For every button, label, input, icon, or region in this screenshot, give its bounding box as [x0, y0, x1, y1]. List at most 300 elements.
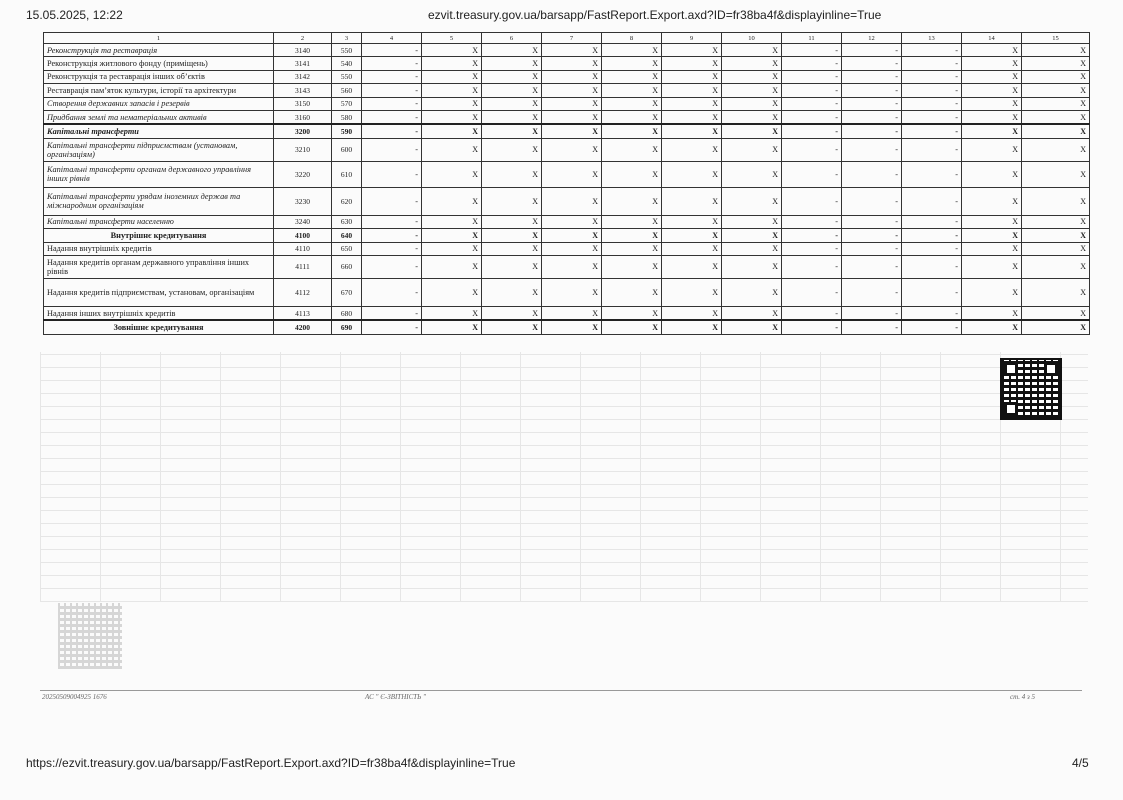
cell-x-mark: X — [962, 320, 1022, 334]
cell-value: - — [842, 255, 902, 278]
cell-x-mark: X — [602, 278, 662, 306]
cell-x-mark: X — [542, 124, 602, 138]
cell-value: - — [362, 278, 422, 306]
cell-x-mark: X — [602, 110, 662, 124]
cell-x-mark: X — [722, 44, 782, 57]
cell-x-mark: X — [602, 320, 662, 334]
cell-x-mark: X — [542, 44, 602, 57]
col-header: 11 — [782, 33, 842, 44]
cell-x-mark: X — [602, 138, 662, 161]
row-line-number: 650 — [332, 242, 362, 255]
cell-x-mark: X — [1022, 215, 1090, 228]
cell-value: - — [842, 187, 902, 215]
cell-x-mark: X — [662, 97, 722, 110]
cell-x-mark: X — [962, 229, 1022, 242]
row-line-number: 560 — [332, 84, 362, 97]
cell-x-mark: X — [722, 57, 782, 70]
row-line-number: 620 — [332, 187, 362, 215]
cell-value: - — [842, 242, 902, 255]
cell-x-mark: X — [422, 124, 482, 138]
cell-x-mark: X — [662, 124, 722, 138]
cell-x-mark: X — [602, 57, 662, 70]
cell-value: - — [362, 138, 422, 161]
cell-x-mark: X — [542, 57, 602, 70]
cell-value: - — [842, 215, 902, 228]
col-header: 6 — [482, 33, 542, 44]
cell-x-mark: X — [482, 97, 542, 110]
cell-x-mark: X — [422, 161, 482, 187]
cell-value: - — [782, 242, 842, 255]
row-code: 4100 — [274, 229, 332, 242]
row-label: Надання кредитів органам державного управління інших рівнів — [44, 255, 274, 278]
cell-value: - — [902, 278, 962, 306]
cell-value: - — [782, 70, 842, 83]
row-label: Реконструкція та реставрація інших об’єктів — [44, 70, 274, 83]
col-header: 3 — [332, 33, 362, 44]
cell-x-mark: X — [602, 161, 662, 187]
row-label: Надання кредитів підприємствам, установам, організаціям — [44, 278, 274, 306]
cell-value: - — [842, 44, 902, 57]
cell-x-mark: X — [1022, 97, 1090, 110]
table-row — [44, 44, 1090, 57]
row-code: 3140 — [274, 44, 332, 57]
cell-x-mark: X — [602, 84, 662, 97]
faded-qr-code — [58, 603, 122, 669]
cell-value: - — [902, 306, 962, 320]
cell-x-mark: X — [542, 161, 602, 187]
col-header: 13 — [902, 33, 962, 44]
cell-value: - — [782, 84, 842, 97]
cell-value: - — [842, 97, 902, 110]
cell-x-mark: X — [722, 161, 782, 187]
cell-x-mark: X — [1022, 70, 1090, 83]
cell-x-mark: X — [602, 255, 662, 278]
cell-value: - — [362, 97, 422, 110]
cell-value: - — [362, 229, 422, 242]
cell-x-mark: X — [962, 124, 1022, 138]
cell-value: - — [782, 229, 842, 242]
table-row — [44, 242, 1090, 255]
cell-value: - — [842, 57, 902, 70]
cell-x-mark: X — [722, 255, 782, 278]
row-label: Внутрішнє кредитування — [44, 229, 274, 242]
cell-value: - — [902, 70, 962, 83]
row-code: 3200 — [274, 124, 332, 138]
cell-x-mark: X — [482, 229, 542, 242]
cell-value: - — [902, 97, 962, 110]
cell-value: - — [782, 278, 842, 306]
col-header: 15 — [1022, 33, 1090, 44]
cell-x-mark: X — [722, 187, 782, 215]
cell-x-mark: X — [1022, 187, 1090, 215]
cell-x-mark: X — [722, 84, 782, 97]
cell-value: - — [362, 84, 422, 97]
cell-x-mark: X — [602, 306, 662, 320]
cell-value: - — [782, 306, 842, 320]
cell-x-mark: X — [662, 161, 722, 187]
col-header: 1 — [44, 33, 274, 44]
cell-value: - — [782, 255, 842, 278]
cell-x-mark: X — [422, 215, 482, 228]
document-id: 20250509004925 1676 — [42, 693, 107, 701]
row-label: Створення державних запасів і резервів — [44, 97, 274, 110]
row-label: Реконструкція житлового фонду (приміщень) — [44, 57, 274, 70]
row-line-number: 630 — [332, 215, 362, 228]
cell-value: - — [902, 215, 962, 228]
cell-x-mark: X — [722, 306, 782, 320]
row-line-number: 550 — [332, 44, 362, 57]
cell-x-mark: X — [722, 97, 782, 110]
table-row — [44, 255, 1090, 278]
table-row — [44, 110, 1090, 124]
cell-value: - — [842, 70, 902, 83]
cell-x-mark: X — [542, 229, 602, 242]
row-code: 4110 — [274, 242, 332, 255]
cell-x-mark: X — [662, 229, 722, 242]
row-code: 3143 — [274, 84, 332, 97]
cell-x-mark: X — [1022, 229, 1090, 242]
row-code: 3142 — [274, 70, 332, 83]
col-header: 5 — [422, 33, 482, 44]
row-line-number: 680 — [332, 306, 362, 320]
row-code: 4113 — [274, 306, 332, 320]
row-line-number: 540 — [332, 57, 362, 70]
cell-x-mark: X — [962, 242, 1022, 255]
cell-x-mark: X — [662, 57, 722, 70]
cell-x-mark: X — [1022, 110, 1090, 124]
cell-x-mark: X — [482, 124, 542, 138]
cell-x-mark: X — [722, 320, 782, 334]
cell-x-mark: X — [422, 70, 482, 83]
cell-value: - — [362, 187, 422, 215]
cell-x-mark: X — [422, 242, 482, 255]
row-code: 4200 — [274, 320, 332, 334]
cell-x-mark: X — [662, 138, 722, 161]
row-line-number: 550 — [332, 70, 362, 83]
cell-x-mark: X — [482, 306, 542, 320]
row-label: Зовнішнє кредитування — [44, 320, 274, 334]
cell-x-mark: X — [482, 110, 542, 124]
cell-x-mark: X — [482, 278, 542, 306]
cell-x-mark: X — [962, 187, 1022, 215]
cell-x-mark: X — [722, 229, 782, 242]
print-url-footer: https://ezvit.treasury.gov.ua/barsapp/FastReport.Export.axd?ID=fr38ba4f&displayinline=True — [26, 756, 516, 770]
cell-value: - — [362, 124, 422, 138]
cell-x-mark: X — [662, 44, 722, 57]
col-header: 4 — [362, 33, 422, 44]
report-table — [43, 32, 1090, 335]
cell-x-mark: X — [962, 138, 1022, 161]
footer-divider — [40, 690, 1082, 691]
cell-x-mark: X — [482, 242, 542, 255]
cell-x-mark: X — [602, 187, 662, 215]
cell-x-mark: X — [962, 161, 1022, 187]
cell-value: - — [842, 84, 902, 97]
cell-x-mark: X — [542, 320, 602, 334]
table-row — [44, 70, 1090, 83]
bleed-through-background — [40, 352, 1088, 602]
cell-x-mark: X — [422, 57, 482, 70]
cell-x-mark: X — [662, 278, 722, 306]
row-label: Придбання землі та нематеріальних активів — [44, 110, 274, 124]
cell-x-mark: X — [1022, 161, 1090, 187]
cell-value: - — [902, 110, 962, 124]
row-code: 4111 — [274, 255, 332, 278]
cell-x-mark: X — [542, 187, 602, 215]
cell-value: - — [782, 110, 842, 124]
cell-value: - — [782, 320, 842, 334]
row-line-number: 600 — [332, 138, 362, 161]
cell-x-mark: X — [722, 124, 782, 138]
row-label: Капітальні трансферти урядам іноземних держав та міжнародним організаціям — [44, 187, 274, 215]
table-row — [44, 187, 1090, 215]
cell-x-mark: X — [422, 187, 482, 215]
row-code: 3240 — [274, 215, 332, 228]
table-row — [44, 229, 1090, 242]
print-datetime: 15.05.2025, 12:22 — [26, 8, 123, 22]
cell-x-mark: X — [722, 242, 782, 255]
cell-value: - — [902, 187, 962, 215]
cell-x-mark: X — [602, 242, 662, 255]
cell-x-mark: X — [602, 97, 662, 110]
cell-x-mark: X — [662, 242, 722, 255]
cell-x-mark: X — [602, 70, 662, 83]
cell-value: - — [362, 161, 422, 187]
table-row — [44, 97, 1090, 110]
cell-x-mark: X — [962, 306, 1022, 320]
cell-x-mark: X — [662, 215, 722, 228]
cell-x-mark: X — [422, 110, 482, 124]
cell-value: - — [842, 161, 902, 187]
cell-value: - — [782, 187, 842, 215]
table-row — [44, 306, 1090, 320]
cell-value: - — [902, 229, 962, 242]
cell-x-mark: X — [542, 70, 602, 83]
cell-x-mark: X — [662, 255, 722, 278]
row-code: 3150 — [274, 97, 332, 110]
col-header: 12 — [842, 33, 902, 44]
print-url-header: ezvit.treasury.gov.ua/barsapp/FastReport.Export.axd?ID=fr38ba4f&displayinline=True — [428, 8, 882, 22]
row-label: Надання інших внутрішніх кредитів — [44, 306, 274, 320]
cell-x-mark: X — [962, 70, 1022, 83]
table-row — [44, 138, 1090, 161]
cell-x-mark: X — [542, 138, 602, 161]
row-code: 3141 — [274, 57, 332, 70]
table-row — [44, 320, 1090, 334]
cell-x-mark: X — [662, 70, 722, 83]
row-line-number: 570 — [332, 97, 362, 110]
cell-x-mark: X — [542, 84, 602, 97]
cell-x-mark: X — [542, 255, 602, 278]
table-row — [44, 57, 1090, 70]
cell-x-mark: X — [962, 44, 1022, 57]
cell-x-mark: X — [422, 84, 482, 97]
row-label: Капітальні трансферти — [44, 124, 274, 138]
cell-value: - — [362, 70, 422, 83]
page-label: ст. 4 з 5 — [1010, 693, 1035, 701]
cell-x-mark: X — [422, 306, 482, 320]
cell-x-mark: X — [722, 278, 782, 306]
cell-value: - — [782, 97, 842, 110]
cell-x-mark: X — [962, 110, 1022, 124]
row-code: 3230 — [274, 187, 332, 215]
cell-value: - — [902, 242, 962, 255]
cell-value: - — [842, 278, 902, 306]
cell-x-mark: X — [722, 110, 782, 124]
cell-x-mark: X — [1022, 84, 1090, 97]
cell-x-mark: X — [482, 138, 542, 161]
cell-x-mark: X — [422, 255, 482, 278]
cell-x-mark: X — [662, 187, 722, 215]
cell-x-mark: X — [1022, 278, 1090, 306]
cell-value: - — [782, 124, 842, 138]
cell-value: - — [362, 242, 422, 255]
cell-value: - — [362, 306, 422, 320]
cell-value: - — [362, 215, 422, 228]
cell-value: - — [782, 138, 842, 161]
cell-x-mark: X — [482, 57, 542, 70]
table-row — [44, 84, 1090, 97]
row-line-number: 610 — [332, 161, 362, 187]
cell-value: - — [842, 124, 902, 138]
cell-x-mark: X — [542, 242, 602, 255]
cell-x-mark: X — [662, 320, 722, 334]
col-header: 9 — [662, 33, 722, 44]
col-header: 10 — [722, 33, 782, 44]
cell-value: - — [902, 161, 962, 187]
row-label: Капітальні трансферти населенню — [44, 215, 274, 228]
cell-value: - — [842, 320, 902, 334]
cell-value: - — [362, 320, 422, 334]
cell-x-mark: X — [722, 215, 782, 228]
cell-x-mark: X — [482, 161, 542, 187]
qr-code — [1000, 358, 1062, 420]
cell-x-mark: X — [722, 70, 782, 83]
cell-x-mark: X — [422, 229, 482, 242]
cell-x-mark: X — [662, 84, 722, 97]
cell-x-mark: X — [422, 138, 482, 161]
cell-value: - — [362, 255, 422, 278]
cell-x-mark: X — [542, 97, 602, 110]
col-header: 2 — [274, 33, 332, 44]
system-name: АС " Є-ЗВІТНІСТЬ " — [365, 693, 426, 701]
cell-x-mark: X — [482, 320, 542, 334]
cell-x-mark: X — [482, 84, 542, 97]
table-body — [44, 44, 1090, 335]
cell-x-mark: X — [422, 278, 482, 306]
cell-x-mark: X — [962, 278, 1022, 306]
cell-value: - — [902, 124, 962, 138]
cell-x-mark: X — [602, 124, 662, 138]
cell-x-mark: X — [482, 215, 542, 228]
cell-x-mark: X — [542, 306, 602, 320]
table-row — [44, 215, 1090, 228]
cell-x-mark: X — [962, 57, 1022, 70]
col-header: 8 — [602, 33, 662, 44]
cell-x-mark: X — [962, 97, 1022, 110]
cell-x-mark: X — [662, 306, 722, 320]
cell-x-mark: X — [542, 215, 602, 228]
row-label: Надання внутрішніх кредитів — [44, 242, 274, 255]
cell-x-mark: X — [542, 110, 602, 124]
cell-x-mark: X — [602, 44, 662, 57]
cell-value: - — [362, 57, 422, 70]
cell-value: - — [902, 320, 962, 334]
cell-value: - — [782, 161, 842, 187]
cell-x-mark: X — [1022, 44, 1090, 57]
cell-x-mark: X — [962, 84, 1022, 97]
table-row — [44, 161, 1090, 187]
cell-value: - — [842, 306, 902, 320]
cell-value: - — [362, 44, 422, 57]
cell-x-mark: X — [422, 97, 482, 110]
cell-x-mark: X — [962, 255, 1022, 278]
row-label: Реставрація пам’яток культури, історії та архітектури — [44, 84, 274, 97]
row-line-number: 640 — [332, 229, 362, 242]
cell-x-mark: X — [482, 255, 542, 278]
cell-value: - — [902, 44, 962, 57]
cell-value: - — [782, 57, 842, 70]
row-code: 3220 — [274, 161, 332, 187]
row-line-number: 670 — [332, 278, 362, 306]
cell-x-mark: X — [1022, 255, 1090, 278]
table-row — [44, 124, 1090, 138]
cell-x-mark: X — [482, 70, 542, 83]
cell-value: - — [902, 84, 962, 97]
cell-value: - — [842, 138, 902, 161]
row-line-number: 590 — [332, 124, 362, 138]
row-line-number: 690 — [332, 320, 362, 334]
cell-x-mark: X — [482, 44, 542, 57]
cell-x-mark: X — [482, 187, 542, 215]
cell-value: - — [902, 57, 962, 70]
table-row — [44, 278, 1090, 306]
col-header: 14 — [962, 33, 1022, 44]
cell-x-mark: X — [1022, 242, 1090, 255]
cell-x-mark: X — [1022, 320, 1090, 334]
cell-x-mark: X — [722, 138, 782, 161]
col-header: 7 — [542, 33, 602, 44]
cell-x-mark: X — [1022, 57, 1090, 70]
cell-value: - — [842, 110, 902, 124]
page-counter: 4/5 — [1072, 756, 1089, 770]
cell-x-mark: X — [1022, 306, 1090, 320]
row-label: Реконструкція та реставрація — [44, 44, 274, 57]
cell-x-mark: X — [1022, 138, 1090, 161]
cell-x-mark: X — [422, 44, 482, 57]
cell-x-mark: X — [1022, 124, 1090, 138]
cell-x-mark: X — [602, 229, 662, 242]
row-code: 4112 — [274, 278, 332, 306]
column-number-row — [44, 33, 1090, 44]
cell-x-mark: X — [542, 278, 602, 306]
cell-x-mark: X — [602, 215, 662, 228]
cell-x-mark: X — [422, 320, 482, 334]
cell-value: - — [902, 138, 962, 161]
cell-value: - — [842, 229, 902, 242]
cell-x-mark: X — [662, 110, 722, 124]
row-line-number: 580 — [332, 110, 362, 124]
cell-value: - — [782, 215, 842, 228]
cell-x-mark: X — [962, 215, 1022, 228]
row-label: Капітальні трансферти підприємствам (установам, організаціям) — [44, 138, 274, 161]
row-label: Капітальні трансферти органам державного управління інших рівнів — [44, 161, 274, 187]
row-code: 3160 — [274, 110, 332, 124]
row-line-number: 660 — [332, 255, 362, 278]
cell-value: - — [782, 44, 842, 57]
row-code: 3210 — [274, 138, 332, 161]
cell-value: - — [902, 255, 962, 278]
